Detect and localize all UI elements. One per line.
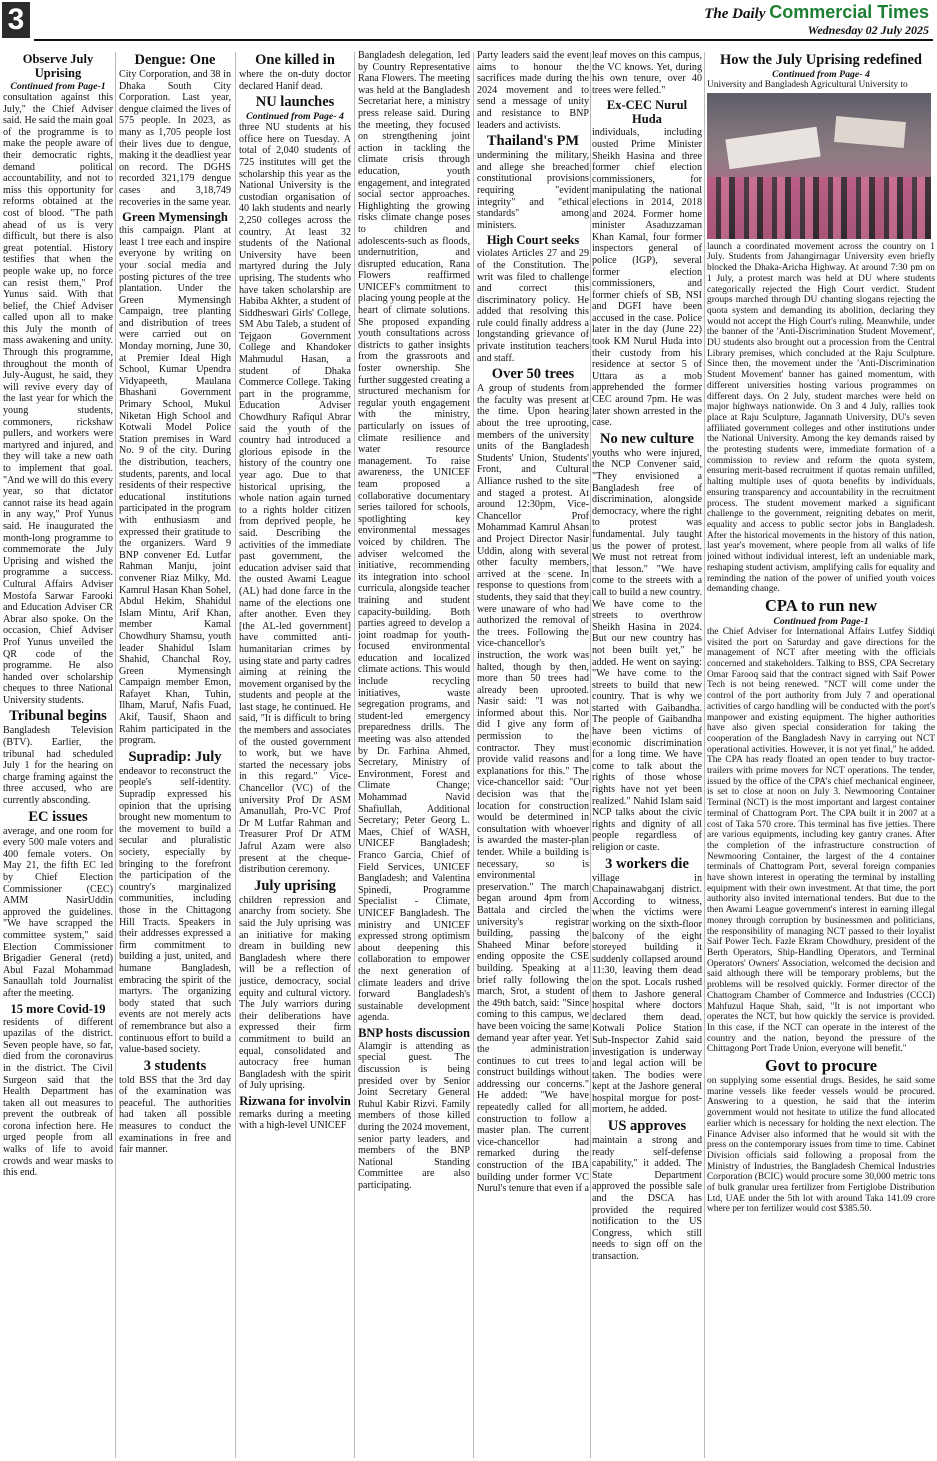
headline: NU launches (255, 94, 335, 111)
column-7 (707, 50, 935, 1458)
headline: Thailand's PM (486, 133, 580, 150)
issue-date: Wednesday 02 July 2025 (807, 23, 929, 37)
headline: Tribunal begins (9, 708, 107, 725)
title-main: Commercial Times (769, 2, 929, 22)
column-4 (358, 50, 470, 1458)
headline: July uprising (254, 877, 336, 894)
headline: One killed in (255, 52, 335, 68)
article-body: Bangladesh Television (BTV). Earlier, the tribunal had scheduled July 1 for the hearing on charge framing against the three accused, who are currently absconding. (3, 725, 113, 807)
article-body: residents of different upazilas of the district. Seven people have, so far, died from the coronavirus in the district. The Civil Surgeon said that the Health Department has taken all out measures to prevent the outbreak of corona infection here. He urged people from all walks of life to avoid crowds and wear masks to this end. (3, 1016, 113, 1179)
continued-note: Continued from Page-1 (773, 615, 869, 627)
column-divider (704, 52, 705, 1458)
column-6 (592, 50, 702, 1458)
column-3 (239, 50, 351, 1458)
headline: 3 workers die (605, 855, 689, 872)
article-body: City Corporation, and 38 in Dhaka South City Corporation. Last year, dengue claimed the lives of 575 people. In 2023, as many as 1,705 people lost their lives due to dengue, making it the deadliest year on record. The DGHS recorded 321,179 dengue cases and 3,18,749 recoveries in the same year. (119, 69, 231, 208)
column-5 (477, 50, 589, 1458)
headline: Supradip: July (128, 748, 222, 765)
article-body: village in Chapainawabganj district. According to witness, when the victims were working on the sixth-floor balcony of the eight storeyed building it suddenly collapsed around 11:30, leaving them dead on the spot. Locals rushed them to Jashore general hospital where doctors declared them dead. Kotwali Police Station Sub-Inspector Zahid said investigation is underway and legal action will be taken. The bodies were kept at the Jashore general hospital morgue for post-mortem, he added. (592, 872, 702, 1116)
column-divider (473, 52, 474, 1458)
article-body: Alamgir is attending as special guest. The discussion is being presided over by Senior Joint Secretary General Ruhul Kabir Rizvi. Family members of those killed during the 2024 movement, senior party leaders, and members of the BNP National Standing Committee are also participating. (358, 1040, 470, 1191)
article-body: on supplying some essential drugs. Besides, he said some marine vessels like feeder vessels would be procured. Answering to a question, he said that the interim government would not hesitate to utilize the fund allocated earlier which is necessary for holding the next election. The Finance Adviser also informed that he would sit with the press on the contemporary issues from time to time. Cabinet Division officials said following a proposal from the Ministry of Industries, the Bangladesh Chemical Industries Corporation (BCIC) would procure some 30,000 metric tons of bulk granular urea fertilizer from Fertiglobe Distribution Ltd, UAE under the 5th lot with around Taka 141.09 crore where per ton fertilizer would cost $385.50. (707, 1076, 935, 1215)
headline: Rizwana for involvin (239, 1093, 351, 1108)
article-body: the Chief Adviser for International Affairs Lutfey Siddiqi visited the port on Saturday and gave directions for the management of NCT after meeting with the officials concerned and stakeholders. Talking to BSS, CPA Secretary Omar Farooq said that the contract signed with Saif Power Tech is not being renewed. "NCT will come under the control of the port authority from July 7 and operational activities of cargo handling will be conducted with the port's manpower and existing equipment. The higher authorities have also given special consideration for taking the cooperation of the Bangladesh Navy in carrying out NCT operational activities. However, it is not yet final," he added. The CPA has ready floated an open tender to buy tractor-trailers with prime movers for NCT operations. The tender, issued by the office of the CPA's chief mechanical engineer, is set to close at noon on July 3. Newmooring Container Terminal (NCT) is the most important and largest container terminal of Chattogram Port. The CPA built it in 2007 at a cost of Taka 570 crore. This terminal has five jetties. There are various equipments, including key gantry cranes. After the completion of the infrastructure construction of Newmooring Container, the largest of the 4 container terminals of Chattogram Port, several foreign companies have shown interest in operating the terminal by installing equipment with their own investment. At that time, the port authority also invited international tenders. But due to the then Awami League government's interest in earning illegal money through corruption by businessmen and politicians, the responsibility of managing NCT passed to their loyalist Saif Power Tech. Fazle Ekram Chowdhury, president of the Berth Operators, Ship-Handling Operators, and Terminal Operators' Owners' Association, welcomed the decision and said although there will be temporary problems, but the problems will be resolved quickly. Former director of the Chattogram Chamber of Commerce and Industries (CCCI) Mahfuzul Haque Shah, said, "It is not important who operates the NCT, but how quickly the service is provided. In this case, if the NCT can operate in the interest of the country and the nation, beyond the pressure of the Chittagong Port Trade Union, everyone will benefit." (707, 626, 935, 1055)
newspaper-title (704, 2, 929, 23)
article-body: undermining the military, and allege she breached constitutional provisions requiring "evident integrity" and "ethical standards" among ministers. (477, 150, 589, 231)
photo-banner (834, 116, 906, 148)
article-body: average, and one room for every 500 male voters and 400 female voters. On May 21, the fifth EC led by Chief Election Commissioner (CEC) AMM NasirUddin approved the guidelines. "We have scrapped the committee system," said Election Commissioner Brigadier General (retd) Abul Fazal Mohammad Sanaullah told Journalist after the meeting. (3, 825, 113, 999)
column-divider (235, 52, 236, 1458)
column-divider (590, 52, 591, 1458)
article-body: remarks during a meeting with a high-level UNICEF (239, 1108, 351, 1132)
headline: 15 more Covid-19 (10, 1001, 106, 1016)
headline: Green Mymensingh (122, 210, 228, 225)
article-body: violates Articles 27 and 29 of the Constitution. The writ was filed to challenge and correct this discriminatory policy. He added that resolving this rule could finally address a longstanding grievance of private institution teachers and staff. (477, 248, 589, 364)
article-body: endeavor to reconstruct the people's self-identity. Supradip expressed his opinion that the uprising brought new momentum to the movement to build a secular and pluralistic society, especially by bringing to the forefront the participation of the country's marginalized communities, including those in the Chittagong Hill Tracts. Speakers in their addresses expressed a firm commitment to building a just, united, and humane Bangladesh, embracing the spirit of the martyrs. The organizing body stated that such events are not merely acts of remembrance but also a continuous effort to build a value-based society. (119, 765, 231, 1056)
article-body: three NU students at his office here on Tuesday. A total of 2,040 students of 725 institutes will get the scholarship this year as the National University is the custodian organisation of 40 lakh students and nearly 2,250 colleges across the country. At least 32 students of the National University have been martyred during the July uprising. The students who have taken scholarship are Habiba Akhter, a student of Siddheswari Girls' College, SM Abu Taleb, a student of Tejgaon Government College and Khandoker Mahmudul Hasan, a student of Dhaka Commerce College. Taking part in the programme, Education Adviser Chowdhury Rafiqul Abrar said the youth of the country had introduced a glorious episode in the history of the country one year ago. Due to that historical uprising, the whole nation again turned to a rights holder citizen from deprived people, he said. Describing the activities of the immediate past government, the education adviser said that the ousted Awami League (AL) had done farce in the name of the elections one after another. Even they [the AL-led government] have committed anti-humanitarian crimes by using state and party cadres aiming at reining the movement organised by the students and people at the last stage, he continued. He said, "It is difficult to bring the members and associates of the ousted government to work, but we have started the necessary jobs in this regard." Vice-Chancellor (VC) of the university Prof Dr ASM Amanullah, Pro-VC Prof Dr M Lutfar Rahman and Treasurer Prof Dr ATM Jafrul Azam were also present at the cheque-distribution ceremony. (239, 122, 351, 876)
page-number: 3 (2, 2, 30, 38)
article-body: youths who were injured, the NCP Convener said, "They envisioned a Bangladesh free of discrimination, alongside democracy, where the right to protest was fundamental. July taught us the power of protest. We must not retreat from that lesson." "We have come to the streets with a call to build a new country. We have come to the streets to overthrow Sheikh Hasina in 2024. But our new country has not been built yet," he added. He went on saying: "We have come to the streets to build that new country. That is why we started with Gaibandha. The people of Gaibandha have been victims of economic discrimination for a long time. We have come to talk about the rights of those whose rights have not yet been realized." Nahid Islam said NCP talks about the civic rights and dignity of all people regardless of religion or caste. (592, 447, 702, 853)
headline: Dengue: One (134, 52, 216, 68)
article-body: individuals, including ousted Prime Minister Sheikh Hasina and three former chief election commissioners, for manipulating the national elections in 2014, 2018 and 2024. Former home minister Asaduzzaman Khan Kamal, four former inspectors general of police (IGP), several former election commissioners, and former chiefs of SB, NSI and DGFI have been accused in the case. Police later in the day (June 22) took KM Nurul Huda into their custody from his residence at sector 5 of Uttara as a mob apprehended the former CEC around 7pm. He was later shown arrested in the case. (592, 127, 702, 429)
column-divider (354, 52, 355, 1458)
article-body: consultation against this July," the Chief Adviser said. He said the main goal of the programme is to make the people aware of their democratic rights, demand political accountability, and not to miss this opportunity for reforms obtained at the cost of blood. "The path ahead of us is very difficult, but there is also great potential. History testifies that when the people wake up, no force can resist them," Prof Yunus said. With that belief, the Chief Adviser called upon all to make this July the month of mass awakening and unity. Through this programme, throughout the month of July-August, he said, they will revive every day of the last year for which the young students, commoners, rickshaw pullers, and workers were martyred and injured, and they will take a new oath to implement that goal. "And we will do this every year, so that dictator cannot raise its head again in any way," Prof Yunus said. He inaugurated the month-long programme to commemorate the July Uprising and wished the programme a success. Cultural Affairs Adviser Mostofa Sarwar Farooki and Education Adviser CR Abrar also spoke. On the occasion, Chief Adviser Prof Yunus unveiled the QR code of the programme. He also handed over scholarship cheques to three National University students. (3, 92, 113, 706)
article-body: told BSS that the 3rd day of the examination was peaceful. The authorities had taken all possible measures to conduct the examinations in free and fair manner. (119, 1074, 231, 1156)
headline: Ex-CEC Nurul Huda (606, 98, 688, 127)
headline: EC issues (28, 808, 88, 825)
headline: Over 50 trees (491, 366, 575, 383)
article-body: children repression and anarchy from society. She said the July uprising was an initiative for making dream in building new Bangladesh where there will be a reflection of justice, democracy, social equity and cultural victory. The July warriors during their deliberations have expressed their firm commitment to build an equal, consolidated and autocracy free human Bangladesh with the spirit of July uprising. (239, 894, 351, 1092)
article-body: where the on-duty doctor declared Hanif dead. (239, 69, 351, 92)
article-body: Bangladesh delegation, led by Country Representative Rana Flowers. The meeting was held at the Bangladesh Secretariat here, a ministry press release said. During the meeting, they focused on strengthening joint action in tackling the climate crisis through education, youth engagement, and integrated social sector approaches. Highlighting the growing risks climate change poses to children and adolescents-such as floods, undernutrition, and disrupted education, Rana Flowers reaffirmed UNICEF's commitment to placing young people at the heart of climate solutions. She proposed expanding youth consultations across districts to gather insights from the grassroots and foster ownership. She further suggested creating a structured mechanism for regular youth engagement with the ministry, particularly on issues of climate resilience and water resource management. To raise awareness, the UNICEF team proposed a collaborative documentary series tailored for schools, spotlighting key environmental messages voiced by children. The adviser welcomed the initiative, recommending its integration into school curricula, alongside teacher training and student capacity-building. Both parties agreed to develop a joint roadmap for youth-focused environmental education and localized climate actions. This would include recycling initiatives, waste segregation programs, and student-led emergency preparedness drills. The meeting was also attended by Dr. Farhina Ahmed, Secretary, Ministry of Environment, Forest and Climate Change; Mohammad Navid Shafiullah, Additional Secretary; Peter Georg L. Maes, Chief of WASH, UNICEF Bangladesh; Franco Garcia, Chief of Field Services, UNICEF Bangladesh; and Valentina Spinedi, Programme Specialist - Climate, UNICEF Bangladesh. The ministry and UNICEF expressed strong optimism about deepening this collaboration to empower the next generation of climate leaders and drive forward Bangladesh's sustainable development agenda. (358, 50, 470, 1024)
headline: Observe July Uprising (22, 52, 94, 80)
protest-photo (707, 93, 931, 239)
article-body: leaf moves on this campus, the VC knows. Yet, during his own tenure, over 40 trees were felled." (592, 50, 702, 96)
headline: No new culture (600, 430, 694, 447)
headline: BNP hosts discussion (358, 1025, 470, 1040)
article-body: University and Bangladesh Agricultural University to (707, 80, 908, 90)
article-body: launch a coordinated movement across the country on 1 July. Students from Jahangirnagar University even briefly blocked the Dhaka-Aricha Highway. At around 7:30 pm on 1 July, a protest march was held at DU where students categorically rejected the High Court verdict. Student groups marched through DU chanting slogans rejecting the quota system and demanding its abolition, declaring they would not accept the High Court's ruling. Meanwhile, under the banner of the 'Anti-Discrimination Student Movement', DU students also brought out a procession from the Central Library premises, which concluded at the Raju Sculpture. Since then, the movement under the 'Anti-Discrimination Student Movement' banner has gained momentum, with different universities hosting various programmes on different days. On 2 July, student marches were held on major highways nationwide. On 3 and 4 July, rallies took place at Raju Sculpture, Jagannath University, DU's seven affiliated government colleges and other institutions under the National University. Among the key demands raised by the protesting students were, immediate formation of a commission to review and reform the quota system, ensuring merit-based recruitment if quotas remain unfilled, halting multiple uses of quota benefits by individuals, ensuring transparency and accountability in the recruitment process. The student movement marked a significant challenge to the government, reigniting debates on merit, equality and access to public sector jobs in Bangladesh. After the historical movements in the history of this nation, last year's movement, where people from all walks of life joined without individual interest, left an undeniable mark, reshaping student activism, amplifying calls for equality and reminding the nation of the power of unified youth voices demanding change. (707, 241, 935, 595)
headline: Govt to procure (764, 1056, 878, 1076)
continued-note: Continued from Page- 4 (772, 69, 870, 80)
headline: CPA to run new (765, 595, 877, 615)
title-prefix: The Daily (704, 6, 766, 22)
column-2 (119, 50, 231, 1458)
headline: High Court seeks (486, 233, 580, 248)
article-body: A group of students from the faculty was present at the time. Upon hearing about the tree uprooting, members of the university units of the Bangladesh Students' Union, Students' Front, and Cultural Alliance rushed to the site and staged a protest. At around 12:30pm, Vice-Chancellor Prof Mohammad Kamrul Ahsan and Project Director Nasir Uddin, along with several other faculty members, arrived at the scene. In response to questions from students, they said that they were unaware of who had authorized the removal of the trees. Following the vice-chancellor's instruction, the work was halted, though by then, more than 50 trees had already been uprooted. Nasir said: "I was not informed about this. Nor did I give any form of permission to the contractor. They must provide valid reasons and explanations for this." The vice-chancellor said: "Our decision was that the location for construction would be determined in consultation with whoever is awarded the master-plan tender. While a building is necessary, so is environmental preservation." The march began around 4pm from Battala and circled the university's registrar building, passing the Shaheed Minar before ending opposite the CSE building. Speaking at a brief rally following the march, Srot, a student of the 49th batch, said: "Since coming to this campus, we have been voicing the same demand year after year. Yet the administration continues to cut trees to construct buildings without addressing our concerns." He added: "We have repeatedly called for all construction to follow a master plan. The current vice-chancellor had remarked during the construction of the IBA building under former VC Nurul's tenure that even if a (477, 383, 589, 1195)
continued-note: Continued from Page-1 (10, 81, 106, 92)
article-body: maintain a strong and ready self-defense capability," it added. The State Department approved the possible sale and the DSCA has provided the required notification to the US Congress, which still needs to sign off on the transaction. (592, 1135, 702, 1262)
headline: How the July Uprising redefined (720, 52, 922, 68)
column-divider (115, 52, 116, 1458)
photo-banner (725, 126, 820, 169)
column-1 (3, 50, 113, 1458)
masthead (0, 0, 937, 50)
headline: US approves (607, 1118, 687, 1135)
article-body: Party leaders said the event aims to honour the sacrifices made during the 2024 movement and to send a message of unity and resistance to BNP leaders and activists. (477, 50, 589, 131)
headline: 3 students (143, 1057, 207, 1074)
continued-note: Continued from Page- 4 (246, 111, 344, 123)
masthead-rule (34, 39, 933, 41)
article-body: this campaign. Plant at least 1 tree each and inspire everyone by writing on your social media and posting pictures of the tree plantation. Under the Green Mymensingh Campaign, tree planting and distribution of trees were carried out on Monday morning, June 30, at Premier Ideal High School, Kumar Upendra Vidyapeeth, Maulana Bhashani Government Primary School, Mukul Niketan High School and Kotwali Model Police Station premises in Ward No. 9 of the city. During the distribution, teachers, students, parents, and local residents of their respective educational institutions participated in the program with enthusiasm and expressed their gratitude to the organizers. Ward 9 BNP convener Ed. Lutfar Rahman Manju, joint convener Riaz Milky, Md. Kamrul Hasan Khan Sohel, Abdul Hekim, Shahidul Islam Mintu, Arif Khan, member Kamal Chowdhury Shamsu, youth leader Shahidul Islam Shahid, Chanchal Roy, Green Mymensingh Campaign member Emon, Rafayet Khan, Tuhin, Ilham, Maruf, Nafis Fuad, Akif, Tausif, Shaon and Rahim participated in the program. (119, 225, 231, 747)
photo-crowd (707, 177, 931, 239)
